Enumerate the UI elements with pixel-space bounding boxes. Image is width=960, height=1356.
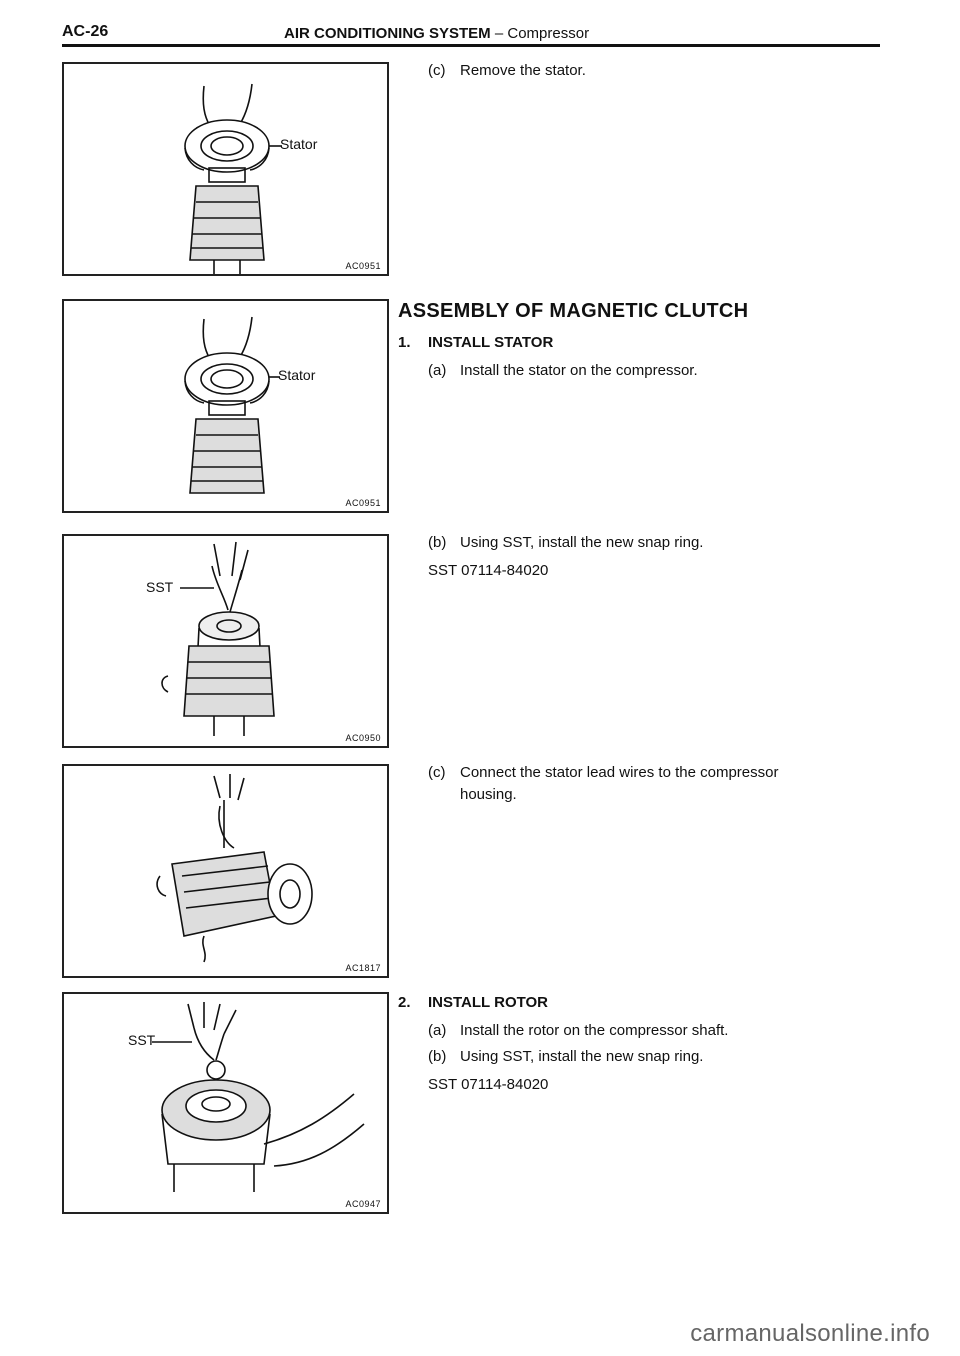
callout-stator: Stator <box>280 136 318 152</box>
page-number: AC-26 <box>62 23 109 40</box>
procedure-title: INSTALL STATOR <box>428 334 554 351</box>
step-label: (c) <box>428 62 446 79</box>
stator-compressor-illustration <box>64 301 387 511</box>
figure-code: AC0951 <box>345 498 381 508</box>
step-label: (a) <box>428 1022 447 1039</box>
header-title <box>284 25 589 42</box>
figure-code: AC1817 <box>345 963 381 973</box>
page-header <box>62 20 880 46</box>
step-label: (c) <box>428 764 446 781</box>
figure-stator-snap-ring <box>62 534 389 748</box>
step-install-stator-c <box>428 762 779 783</box>
step-text: Remove the stator. <box>460 62 586 79</box>
procedure-number: 1. <box>398 334 411 351</box>
step-text: Install the rotor on the compressor shaft. <box>460 1022 729 1039</box>
step-text: Using SST, install the new snap ring. <box>460 1048 704 1065</box>
sst-number: SST 07114-84020 <box>428 1076 549 1093</box>
figure-rotor-snap-ring <box>62 992 389 1214</box>
figure-code: AC0951 <box>345 261 381 271</box>
step-label: (b) <box>428 534 447 551</box>
step-label: (a) <box>428 362 447 379</box>
sst-number: SST 07114-84020 <box>428 562 549 579</box>
rotor-sst-illustration <box>64 994 387 1212</box>
procedure-install-stator <box>398 334 553 351</box>
procedure-number: 2. <box>398 994 411 1011</box>
header-subtitle: Compressor <box>507 25 590 42</box>
figure-lead-wires <box>62 764 389 978</box>
section-title: ASSEMBLY OF MAGNETIC CLUTCH <box>398 300 749 322</box>
procedure-title: INSTALL ROTOR <box>428 994 548 1011</box>
figure-stator-install <box>62 299 389 513</box>
step-install-rotor-b <box>428 1046 703 1067</box>
step-text-continued: housing. <box>460 786 517 803</box>
step-install-stator-b <box>428 532 703 553</box>
header-rule <box>62 44 880 47</box>
step-install-rotor-a <box>428 1020 728 1041</box>
step-label: (b) <box>428 1048 447 1065</box>
step-text: Using SST, install the new snap ring. <box>460 534 704 551</box>
step-text: Install the stator on the compressor. <box>460 362 698 379</box>
step-install-stator-a <box>428 360 698 381</box>
watermark: carmanualsonline.info <box>690 1320 930 1347</box>
figure-code: AC0950 <box>345 733 381 743</box>
figure-stator-remove <box>62 62 389 276</box>
step-remove-stator <box>428 60 586 81</box>
lead-wire-illustration <box>64 766 387 976</box>
stator-compressor-illustration <box>64 64 387 274</box>
header-title-main: AIR CONDITIONING SYSTEM <box>284 25 491 42</box>
step-text: Connect the stator lead wires to the compressor <box>460 764 779 781</box>
callout-sst: SST <box>128 1032 156 1048</box>
procedure-install-rotor <box>398 994 548 1011</box>
callout-stator: Stator <box>278 367 316 383</box>
figure-code: AC0947 <box>345 1199 381 1209</box>
callout-sst: SST <box>146 579 174 595</box>
sst-snap-ring-illustration <box>64 536 387 746</box>
header-separator: – <box>490 25 508 42</box>
